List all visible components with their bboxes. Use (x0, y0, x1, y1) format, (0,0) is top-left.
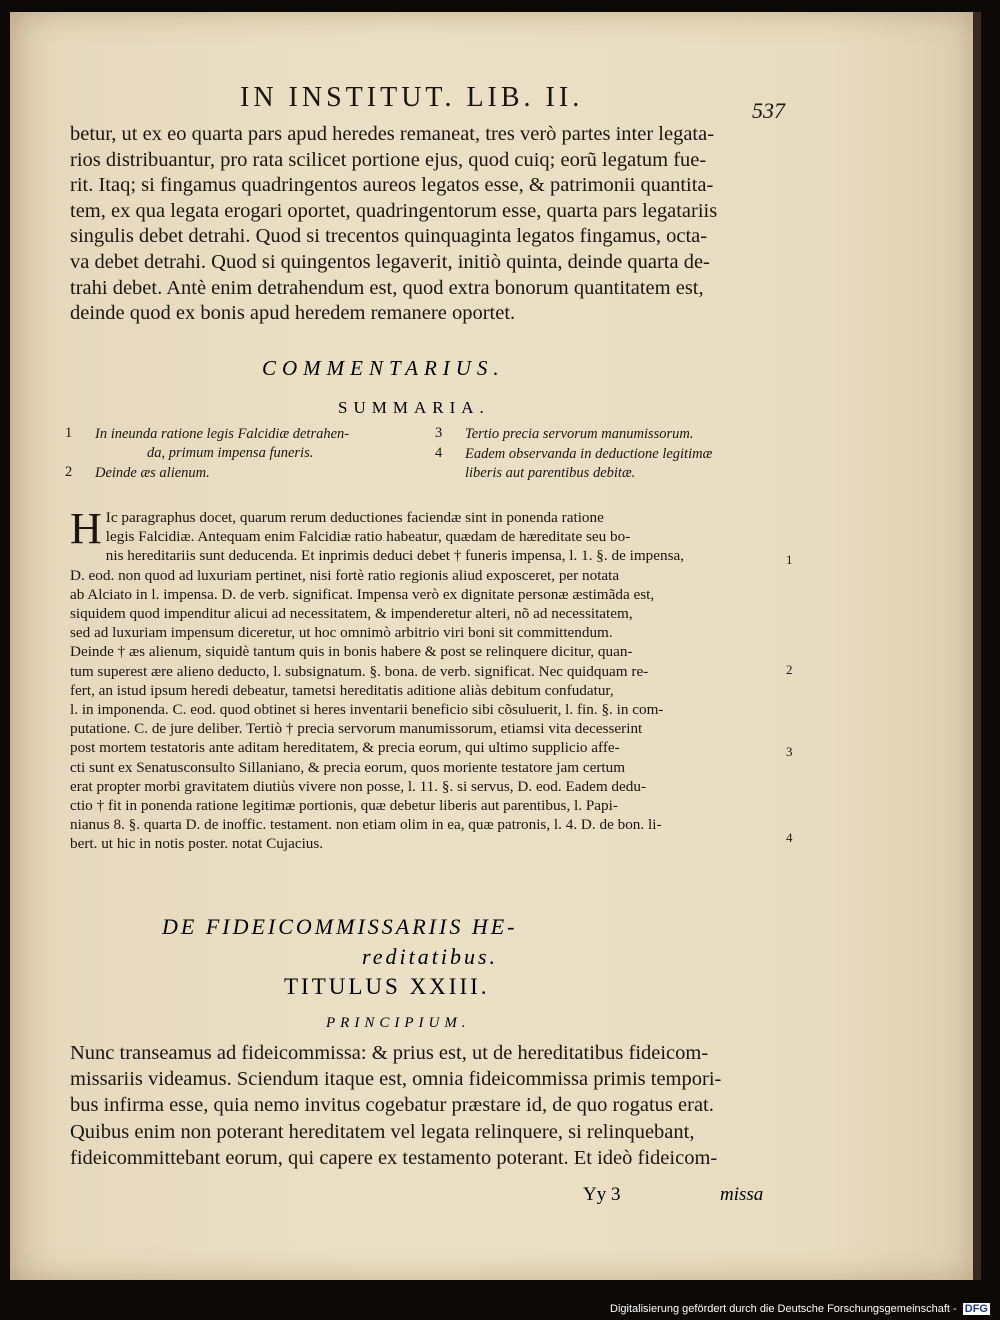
margin-number: 2 (786, 662, 793, 677)
opening-paragraph (70, 122, 790, 327)
funding-banner (610, 1303, 990, 1315)
summary-item (465, 445, 795, 483)
summary-line: Eadem observanda in deductione legitimæ (465, 446, 713, 462)
text-line: cti sunt ex Senatusconsulto Sillaniano, & precia eorum, quos moriente testatore jam certum (70, 758, 626, 776)
text-line: betur, ut ex eo quarta pars apud heredes remaneat, tres verò partes inter legata- (70, 123, 715, 145)
section-title-line: reditatibus. (362, 944, 499, 969)
text-line: putatione. C. de jure deliber. Tertiò † precia servorum manumissorum, etiamsi vita decesserint (70, 720, 643, 738)
summary-number: 3 (435, 425, 443, 441)
text-line: Ic paragraphus docet, quarum rerum deductiones faciendæ sint in ponenda ratione (105, 509, 604, 526)
principium-heading: PRINCIPIUM. (326, 1015, 471, 1031)
running-title: IN INSTITUT. LIB. II. (240, 82, 584, 113)
signature-mark: Yy 3 (583, 1184, 621, 1205)
commentary-paragraph (70, 504, 790, 854)
summary-number: 2 (65, 464, 73, 480)
text-line: l. in imponenda. C. eod. quod obtinet si heres inventarii beneficio sibi cõsuluerit, l. fin. §. in com- (70, 701, 664, 719)
text-line: post mortem testatoris ante aditam hereditatem, & precia eorum, qui ultimo supplicio affe- (70, 739, 620, 757)
text-line: nis hereditariis sunt deducenda. Et inprimis deduci debet † funeris impensa, l. 1. §. de impensa, (105, 547, 685, 565)
text-line: sed ad luxuriam impensum diceretur, ut hoc omnimò arbitrio viri boni sit committendum. (70, 624, 613, 642)
text-line: ab Alciato in l. impensa. D. de verb. significat. Impensa verò ex dignitate personæ æstimãda est, (70, 585, 655, 603)
text-line: fideicommittebant eorum, qui capere ex testamento poterant. Et ideò fideicom- (70, 1146, 718, 1169)
summary-item: Deinde æs alienum. (95, 465, 210, 481)
text-line: trahi debet. Antè enim detrahendum est, quod extra bonorum quantitatem est, (70, 276, 704, 299)
text-line: singulis debet detrahi. Quod si trecentos quinquaginta legatos fingamus, octa- (70, 225, 708, 248)
page-number: 537 (752, 98, 785, 123)
text-line: va debet detrahi. Quod si quingentos legaverit, initiò quinta, deinde quarta de- (70, 250, 710, 273)
text-line: legis Falcidiæ. Antequam enim Falcidiæ ratio habeatur, quædam de hæreditate seu bo- (105, 528, 631, 546)
text-line: tem, ex qua legata erogari oportet, quadringentorum esse, quarta pars legatariis (70, 199, 718, 222)
section-title-line: DE FIDEICOMMISSARIIS HE- (162, 914, 518, 939)
text-line: deinde quod ex bonis apud heredem remanere oportet. (70, 302, 516, 325)
book-page (10, 12, 973, 1280)
text-line: erat propter morbi gravitatem diutiùs vivere non posse, l. 11. §. si servus, D. eod. Eadem dedu- (70, 777, 647, 795)
text-line: fert, an istud ipsum heredi debeatur, tametsi hereditatis aditione aliàs debitum confudatur, (70, 681, 614, 699)
summary-line: da, primum impensa funeris. (147, 445, 314, 461)
commentarius-heading: COMMENTARIUS. (262, 356, 505, 380)
text-line: rit. Itaq; si fingamus quadringentos aureos legatos esse, & patrimonii quantita- (70, 174, 714, 197)
text-line: missariis videamus. Sciendum itaque est, omnia fideicommissa primis tempori- (70, 1068, 722, 1091)
margin-number: 1 (786, 552, 793, 567)
text-line: tum superest ære alieno deducto, l. subsignatum. §. bona. de verb. significat. Nec quidquam re- (70, 662, 649, 680)
funding-text: Digitalisierung gefördert durch die Deutsche Forschungsgemeinschaft - (610, 1303, 957, 1315)
margin-number: 4 (786, 830, 793, 845)
margin-number: 3 (786, 744, 793, 759)
text-line: D. eod. non quod ad luxuriam pertinet, nisi fortè ratio regionis aliud exposceret, per notata (70, 566, 620, 584)
text-line: ctio † fit in ponenda ratione legitimæ portionis, quæ debetur liberis aut parentibus, l. Papi- (70, 797, 618, 815)
text-line: Quibus enim non poterant hereditatem vel legata relinquere, si relinquebant, (70, 1120, 695, 1143)
section-title (162, 912, 722, 972)
summary-item (95, 425, 435, 463)
text-line: siquidem quod impenditur alicui ad necessitatem, & impenderetur alteri, nõ ad necessitatem, (70, 605, 633, 623)
text-line: nianus 8. §. quarta D. de inoffic. testament. non etiam olim in ea, quæ patronis, l. 4. D. de bon. li- (70, 816, 662, 834)
titulus-heading: TITULUS XXIII. (284, 974, 490, 999)
dfg-logo: DFG (964, 1303, 988, 1315)
summary-number: 4 (435, 445, 443, 461)
catchword: missa (720, 1184, 764, 1205)
summary-number: 1 (65, 425, 73, 441)
fideicommissa-paragraph (70, 1040, 790, 1171)
text-line: Deinde † æs alienum, siquidè tantum quis in bonis habere & post se relinquere dicitur, quan- (70, 643, 633, 661)
text-line: Nunc transeamus ad fideicommissa: & prius est, ut de hereditatibus fideicom- (70, 1042, 709, 1064)
text-line: bert. ut hic in notis poster. notat Cujacius. (70, 835, 324, 853)
summaria-heading: SUMMARIA. (338, 398, 490, 417)
summary-item: Tertio precia servorum manumissorum. (465, 426, 694, 442)
summary-line: In ineunda ratione legis Falcidiæ detrahen- (95, 426, 350, 442)
summary-line: liberis aut parentibus debitæ. (465, 465, 636, 481)
dropcap: H (70, 504, 102, 553)
page-edge (973, 12, 981, 1280)
text-line: bus infirma esse, quia nemo invitus cogebatur præstare id, de quo rogatus erat. (70, 1094, 714, 1117)
text-line: rios distribuantur, pro rata scilicet portione ejus, quod cuiq; eorũ legatum fue- (70, 148, 707, 171)
